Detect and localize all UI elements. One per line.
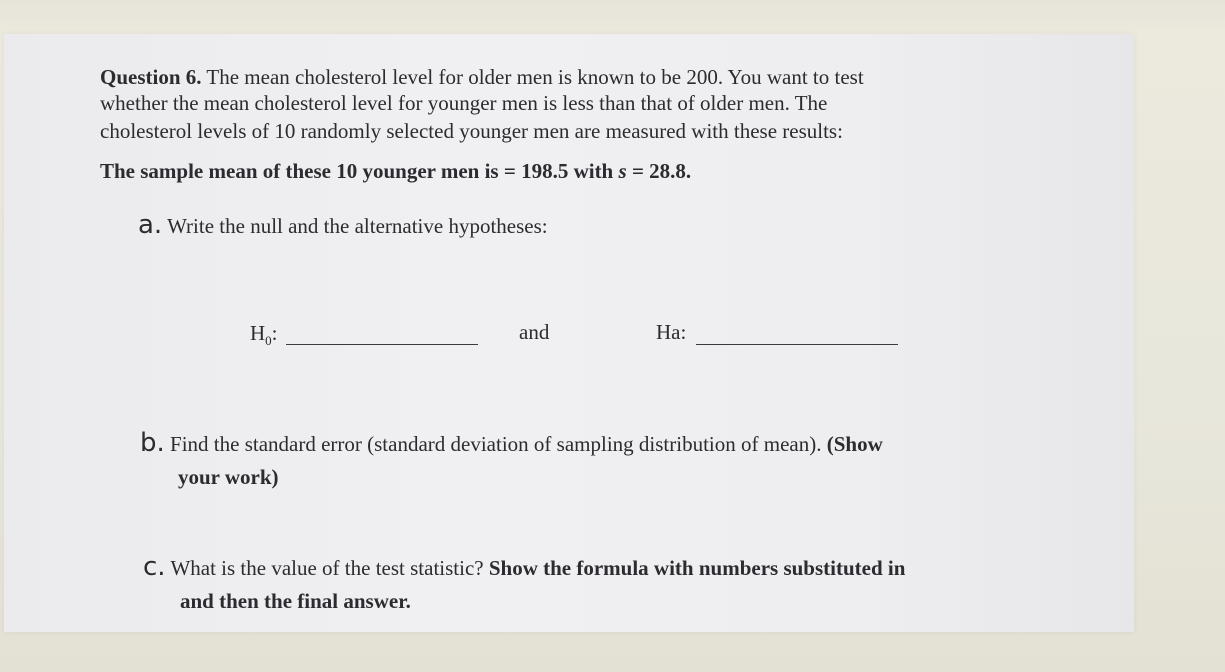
sample-s-symbol: s [618, 159, 627, 183]
part-a-prompt [138, 212, 548, 239]
h0-subscript: 0 [265, 333, 272, 348]
question-line-1 [100, 64, 864, 90]
question-label: Question 6. [100, 65, 202, 89]
part-b-line-1 [140, 430, 883, 457]
part-a-letter: a. [138, 210, 163, 240]
h0-label [250, 320, 278, 354]
part-c-line-1 [143, 554, 905, 581]
part-b-show-work: (Show [826, 432, 883, 456]
part-b-letter: b. [140, 428, 165, 458]
part-b-text: Find the standard error (standard deviation of sampling distribution of mean). [170, 432, 827, 456]
part-b-line-2: your work) [178, 465, 279, 489]
sample-statement [100, 158, 691, 184]
h0-answer-blank[interactable] [286, 343, 478, 345]
and-text: and [519, 320, 550, 344]
h0-H: H [250, 321, 266, 345]
question-line-3: cholesterol levels of 10 randomly selected younger men are measured with these results: [100, 119, 843, 143]
ha-answer-blank[interactable] [696, 343, 898, 345]
sample-tail: = 28.8. [626, 159, 692, 183]
part-c-formula-instruction: Show the formula with numbers substituted in [488, 556, 906, 580]
part-a-text: Write the null and the alternative hypotheses: [167, 214, 548, 238]
sample-lead: The sample mean of these 10 younger men is = 198.5 with [100, 159, 619, 183]
question-intro-1: The mean cholesterol level for older men is known to be 200. You want to test [206, 65, 864, 89]
part-c-line-2: and then the final answer. [180, 589, 411, 613]
part-c-letter: c. [143, 552, 166, 582]
h0-colon: : [271, 321, 278, 345]
part-c-text: What is the value of the test statistic? [170, 556, 489, 580]
ha-label: Ha: [656, 320, 687, 344]
question-line-2: whether the mean cholesterol level for younger men is less than that of older men. The [100, 91, 828, 115]
